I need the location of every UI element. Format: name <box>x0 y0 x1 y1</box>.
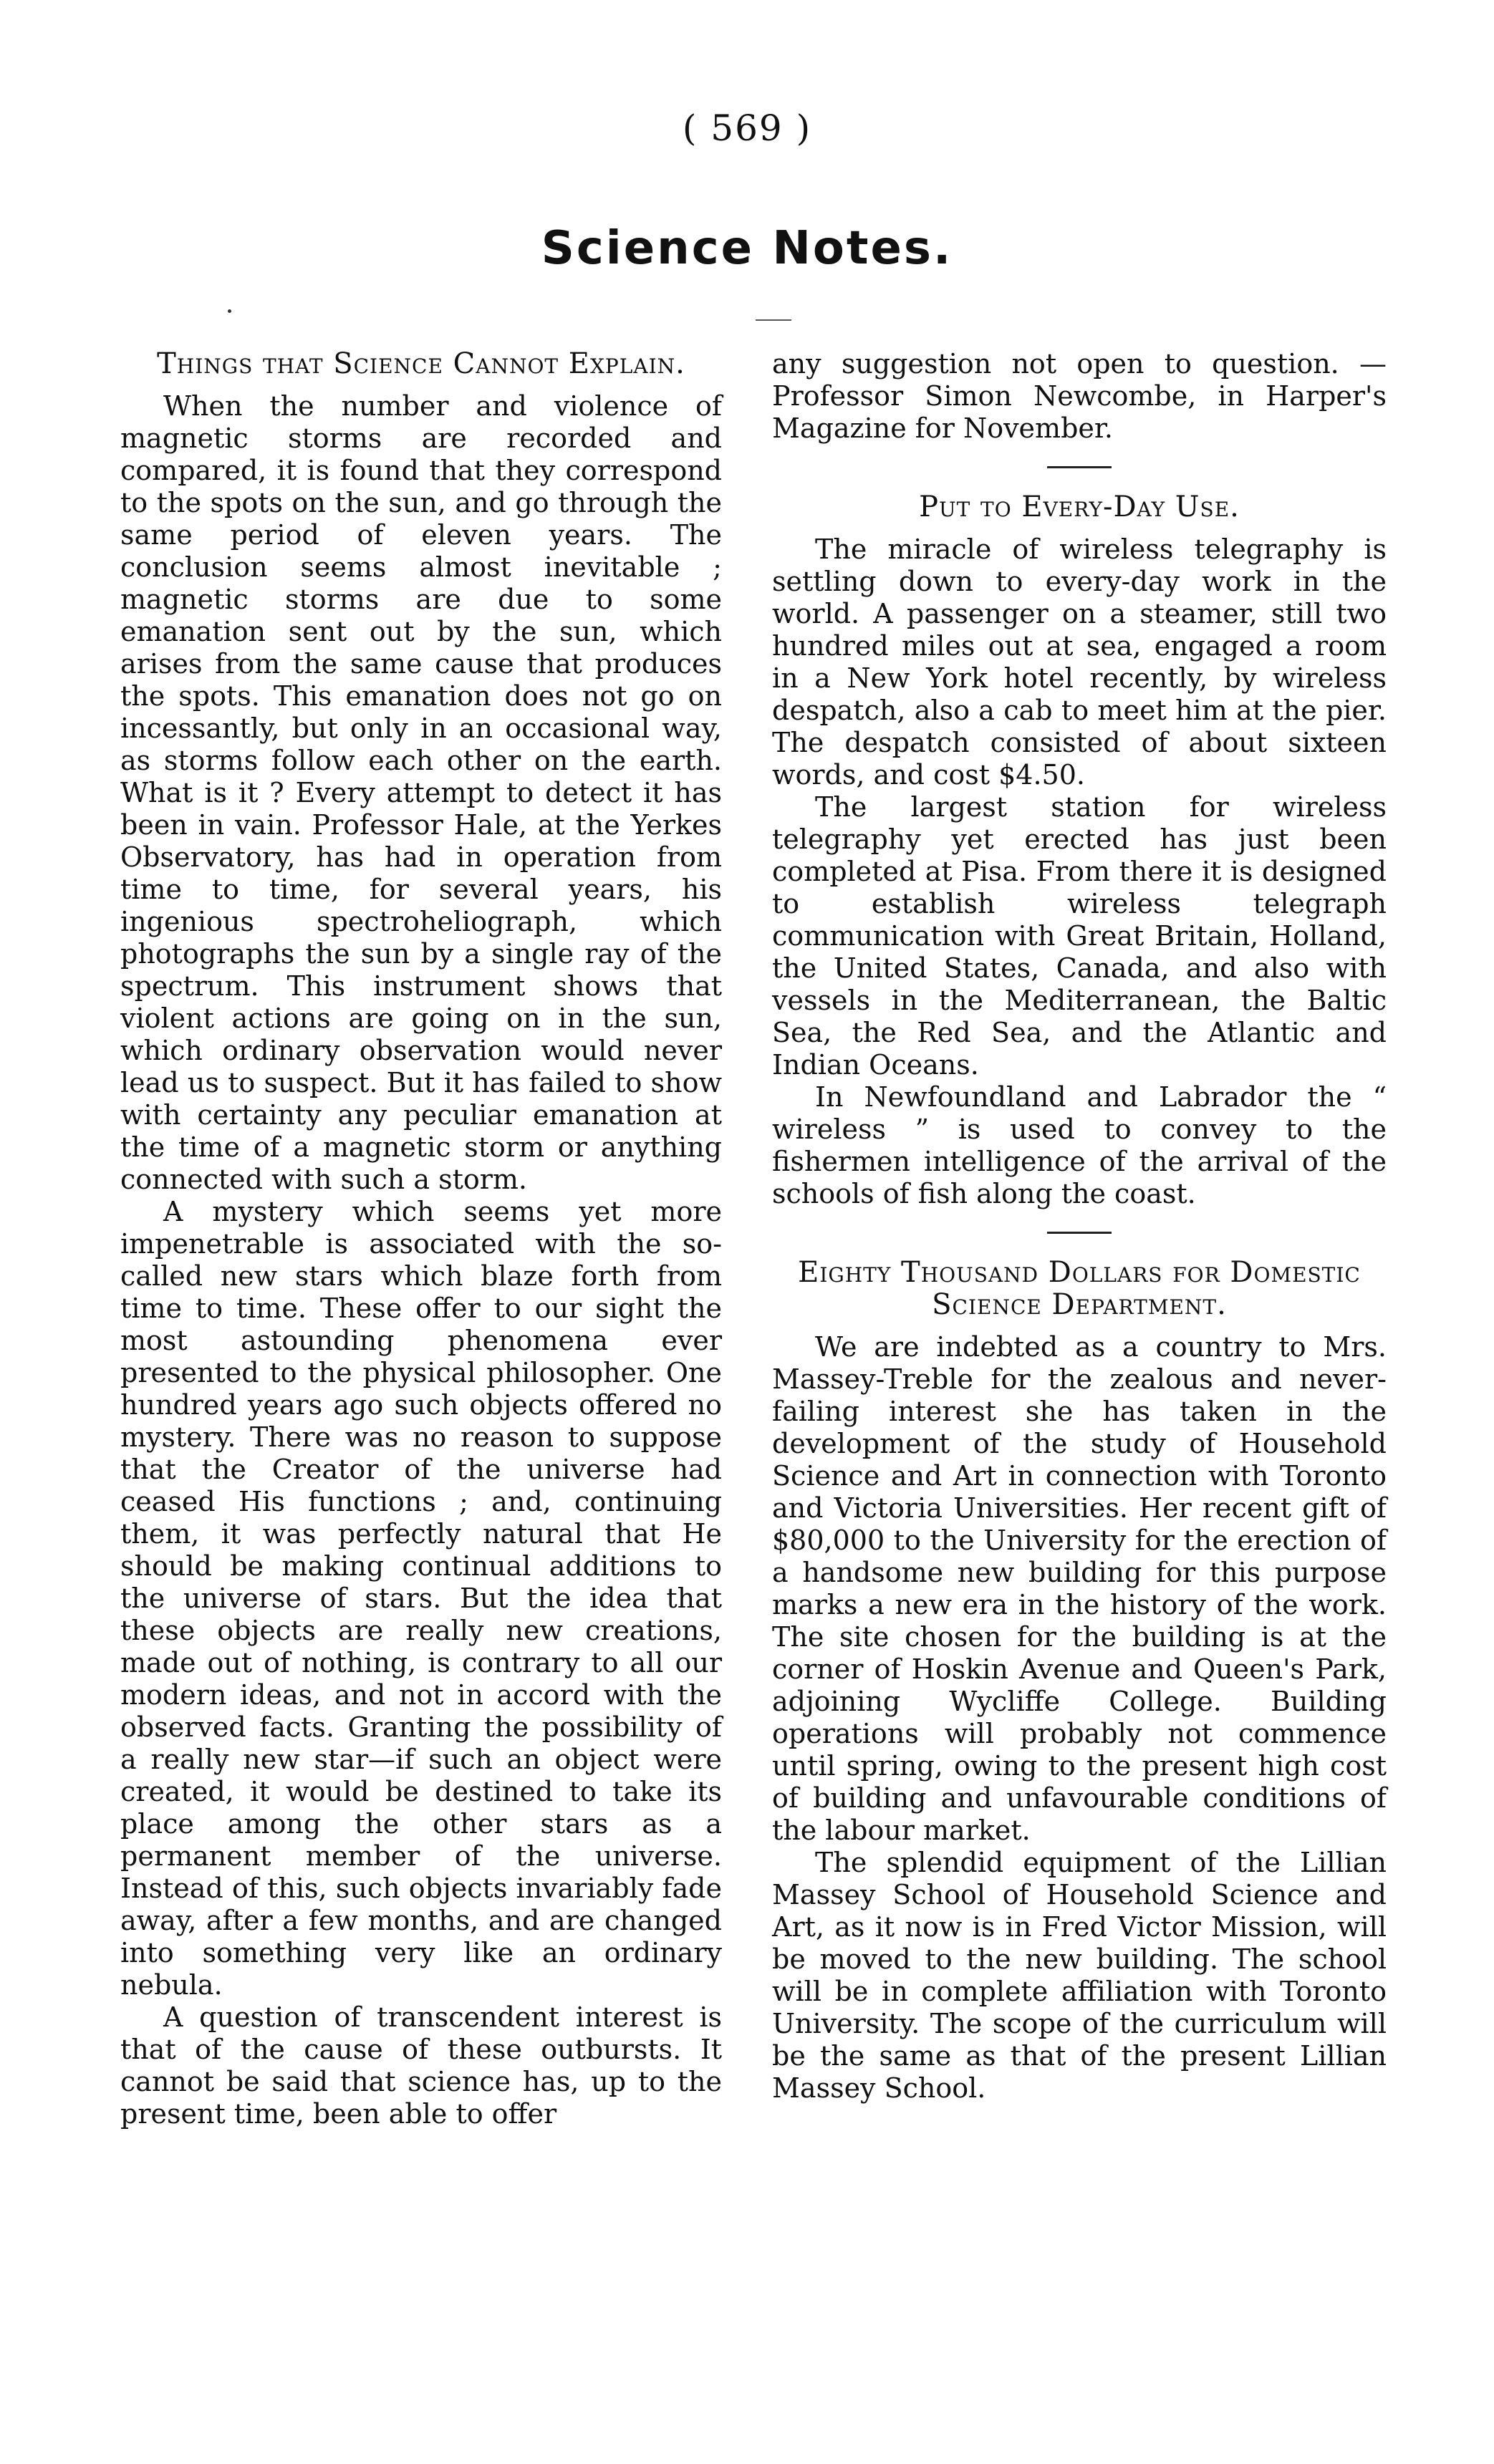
stray-dot <box>228 309 231 313</box>
paragraph-new-stars: A mystery which seems yet more impenetrable is associated with the so-called new stars which blaze forth from time to time. These offer to our sight the most astounding phenomena ever presented to the physical philosopher. One hundred years ago such objects offered no mystery. There was no reason to suppose that the Creator of the universe had ceased His functions ; and, continuing them, it was perfectly natural that He should be making continual additions to the universe of stars. But the idea that these objects are really new creations, made out of nothing, is contrary to all our modern ideas, and not in accord with the observed facts. Granting the possibility of a really new star—if such an object were created, it would be destined to take its place among the other stars as a permanent member of the universe. Instead of this, such objects invariably fade away, after a few months, and are changed into something very like an ordinary nebula. <box>120 1196 722 2001</box>
paragraph-wireless-passenger: The miracle of wireless telegraphy is settling down to every-day work in the world. A passenger on a steamer, still two hundred miles out at sea, engaged a room in a New York hotel recently, by wireless despatch, also a cab to meet him at the pier. The despatch consisted of about sixteen words, and cost $4.50. <box>772 533 1387 791</box>
paragraph-pisa-station: The largest station for wireless telegraphy yet erected has just been completed at Pisa. From there it is designed to establish wireless telegraph communication with Great Britain, Holland, the United States, Canada, and also with vessels in the Mediterranean, the Baltic Sea, the Red Sea, and the Atlantic and Indian Oceans. <box>772 791 1387 1081</box>
paragraph-magnetic-storms: When the number and violence of magnetic storms are recorded and compared, it is found that they correspond to the spots on the sun, and go through the same period of eleven years. The conclusion seems almost inevitable ; magnetic storms are due to some emanation sent out by the sun, which arises from the same cause that produces the spots. This emanation does not go on incessantly, but only in an occasional way, as storms follow each other on the earth. What is it ? Every attempt to detect it has been in vain. Professor Hale, at the Yerkes Observatory, has had in operation from time to time, for several years, his ingenious spectroheliograph, which photographs the sun by a single ray of the spectrum. This instrument shows that violent actions are going on in the sun, which ordinary observation would never lead us to suspect. But it has failed to show with certainty any peculiar emanation at the time of a magnetic storm or anything connected with such a storm. <box>120 390 722 1195</box>
page-title: Science Notes. <box>541 222 953 275</box>
section-heading-every-day-use: Put to Every-Day Use. <box>919 491 1240 523</box>
section-separator <box>1047 1232 1112 1234</box>
title-rule <box>756 319 791 321</box>
paragraph-lillian-massey-school: The splendid equipment of the Lillian Massey School of Household Science and Art, as it now is in Fred Victor Mission, will be moved to the new building. The school will be in complete affiliation with Toronto University. The scope of the curriculum will be the same as that of the present Lillian Massey School. <box>772 1847 1387 2104</box>
left-column <box>120 348 722 2130</box>
right-column <box>772 348 1387 2105</box>
paragraph-continuation: any suggestion not open to question. —Professor Simon Newcombe, in Harper's Magazine for November. <box>772 348 1387 444</box>
paragraph-newfoundland: In Newfoundland and Labrador the “ wireless ” is used to convey to the fishermen intelligence of the arrival of the schools of fish along the coast. <box>772 1081 1387 1209</box>
paragraph-transcendent-question: A question of transcendent interest is that of the cause of these outbursts. It cannot be said that science has, up to the present time, been able to offer <box>120 2001 722 2130</box>
section-heading-domestic-science: Eighty Thousand Dollars for Domestic Science Department. <box>798 1256 1361 1321</box>
page-number: ( 569 ) <box>682 107 812 149</box>
section-separator <box>1047 466 1112 468</box>
section-heading-things-science-cannot-explain: Things that Science Cannot Explain. <box>157 347 685 380</box>
paragraph-massey-treble-gift: We are indebted as a country to Mrs. Massey-Treble for the zealous and never-failing interest she has taken in the development of the study of Household Science and Art in connection with Toronto and Victoria Universities. Her recent gift of $80,000 to the University for the erection of a handsome new building for this purpose marks a new era in the history of the work. The site chosen for the building is at the corner of Hoskin Avenue and Queen's Park, adjoining Wycliffe College. Building operations will probably not commence until spring, owing to the present high cost of building and unfavourable conditions of the labour market. <box>772 1331 1387 1846</box>
